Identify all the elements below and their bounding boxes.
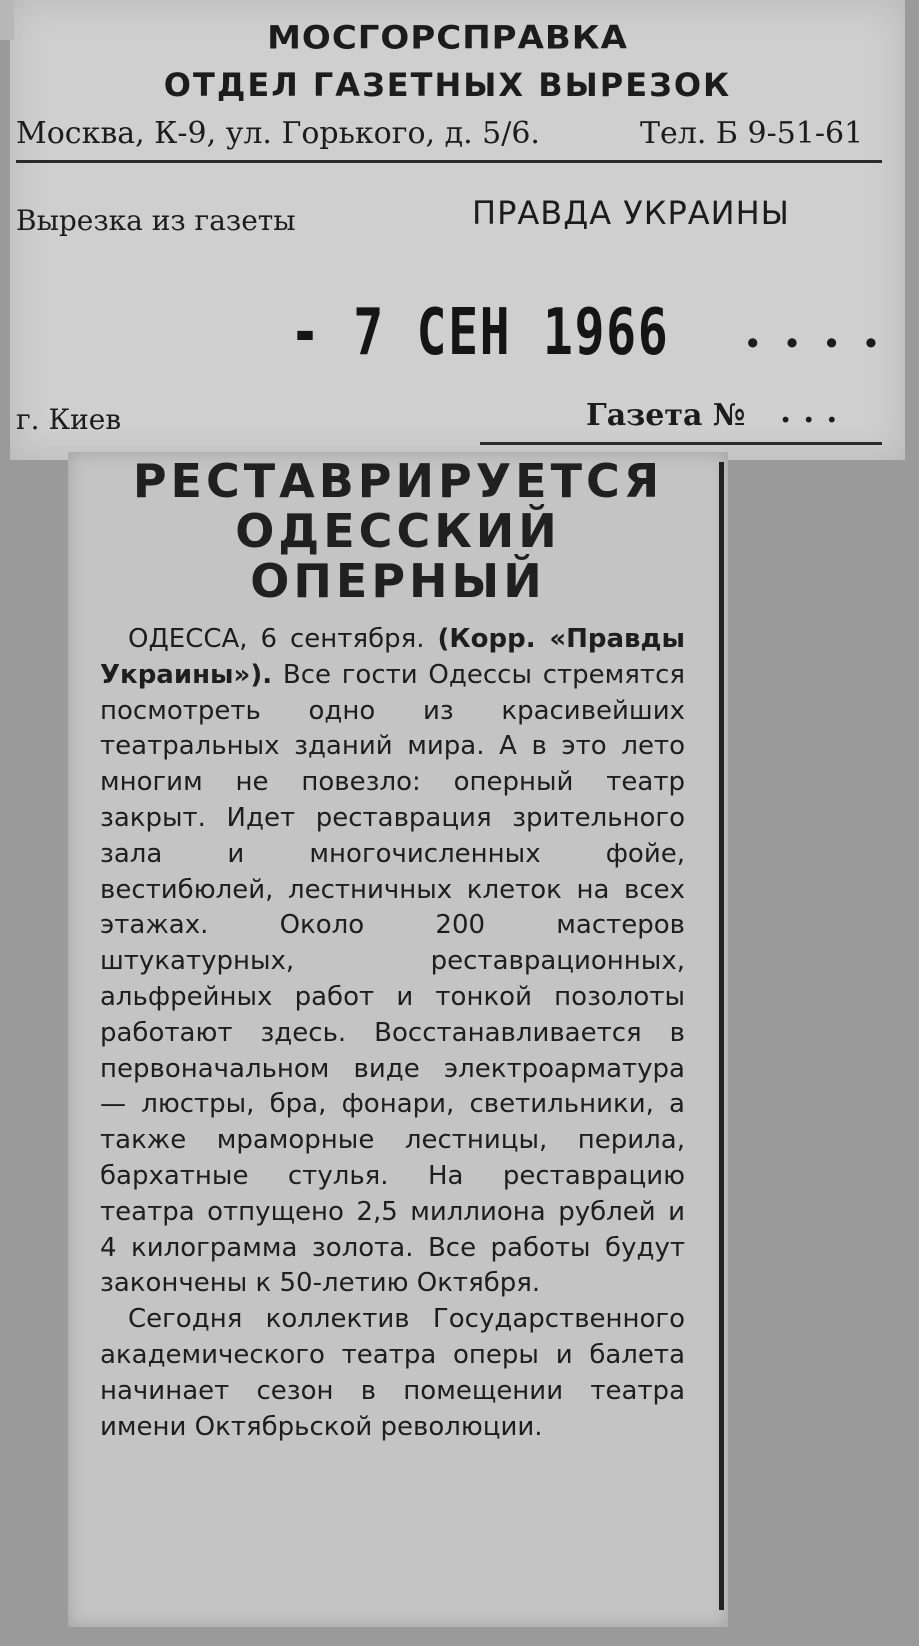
city-label: г. Киев	[16, 403, 122, 436]
article-paragraph	[100, 622, 685, 1302]
address-line: Москва, К-9, ул. Горького, д. 5/6.	[16, 116, 540, 151]
article-body	[100, 622, 685, 1445]
issue-underline	[480, 442, 882, 445]
date-stamp: - 7 СЕН 1966	[290, 296, 670, 370]
paragraph-text: Все гости Одессы стремятся посмотреть одно из красивейших театральных зданий мира. А в это лето многим не повезло: оперный театр закрыт. Идет реставрация зрительного зала и многочисленных фойе, вестибюлей, лестничных клеток на всех этажах. Около 200 мастеров штукатурных, реставрационных, альфрейных работ и тонкой позолоты работают здесь. Восстанавливается в первоначальном виде электроарматура — люстры, бра, фонари, светильники, а также мраморные лестницы, перила, бархатные стулья. На реставрацию театра отпущено 2,5 миллиона рублей и 4 килограмма золота. Все работы будут закончены к 50-летию Октября.	[100, 659, 685, 1299]
department-name: ОТДЕЛ ГАЗЕТНЫХ ВЫРЕЗОК	[163, 66, 732, 104]
newspaper-name: ПРАВДА УКРАИНЫ	[472, 194, 790, 232]
phone-number: Тел. Б 9-51-61	[640, 116, 864, 151]
header-divider	[16, 160, 882, 163]
article-headline	[68, 456, 728, 606]
dateline: ОДЕССА, 6 сентября.	[128, 624, 425, 654]
issue-number-label: Газета №	[586, 398, 746, 433]
issue-number-dots: ...	[780, 392, 850, 430]
headline-line: ОПЕРНЫЙ	[250, 554, 546, 608]
organization-name: МОСГОРСПРАВКА	[267, 19, 628, 57]
article-paragraph: Сегодня коллектив Государственного академического театра оперы и балета начинает сезон в помещении театра имени Октябрьской революции.	[100, 1304, 685, 1442]
headline-line: РЕСТАВРИРУЕТСЯ	[132, 454, 664, 508]
date-stamp-dots: ....	[744, 300, 902, 359]
headline-line: ОДЕССКИЙ	[235, 504, 561, 558]
correspondent-credit: (Корр. «Правды Украины»).	[100, 624, 685, 690]
column-rule	[719, 462, 724, 1610]
source-label: Вырезка из газеты	[16, 204, 296, 237]
